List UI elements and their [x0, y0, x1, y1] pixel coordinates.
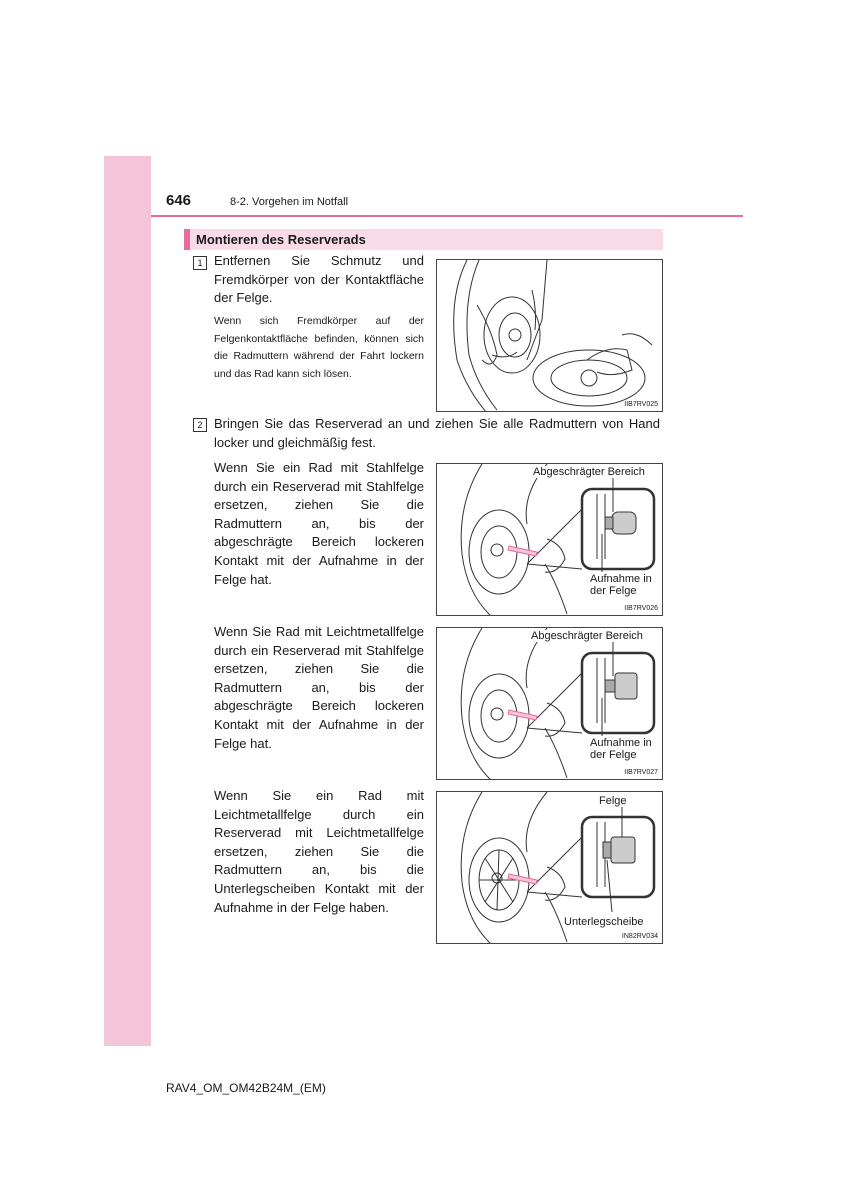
step-1-marker: 1: [193, 256, 207, 270]
section-reference: 8-2. Vorgehen im Notfall: [230, 196, 349, 208]
case-alloy-to-alloy-text: Wenn Sie ein Rad mit Leichtmetallfelge durch ein Reserverad mit Leichtmetallfelge ersetzen, ziehen Sie die Radmuttern an, bis die Unterlegscheiben Kontakt mit der Aufnahme in der Felge haben.: [214, 788, 424, 915]
header-rule: [151, 215, 743, 217]
footer-doc-code: RAV4_OM_OM42B24M_(EM): [166, 1081, 326, 1095]
case-alloy-to-steel-text: Wenn Sie Rad mit Leichtmetallfelge durch ein Reserverad mit Stahlfelge ersetzen, ziehen Sie die Radmuttern an, bis der abgeschrägte Bereich lockeren Kontakt mit der Aufnahme in der Felge hat.: [214, 624, 424, 751]
figure-steel-to-steel: [436, 463, 663, 616]
clean-hub-illustration: [437, 260, 663, 412]
case-steel-to-steel-text: Wenn Sie ein Rad mit Stahlfelge durch ein Reserverad mit Stahlfelge ersetzen, ziehen Sie die Radmuttern an, bis der abgeschrägte Bereich lockeren Kontakt mit der Aufnahme in der Felge hat.: [214, 460, 424, 587]
label-rim-seat: Aufnahme in der Felge: [590, 737, 660, 761]
step-1-text: Entfernen Sie Schmutz und Fremdkörper von der Kontaktfläche der Felge.: [214, 253, 424, 306]
figure-alloy-to-alloy: [436, 791, 663, 944]
figure-alloy-to-steel: [436, 627, 663, 780]
page-number: 646: [166, 192, 192, 209]
section-title: Montieren des Reserverads: [196, 232, 366, 247]
figure-code: IIB7RV027: [624, 769, 658, 776]
step-1-note: Wenn sich Fremdkörper auf der Felgenkontaktfläche befinden, können sich die Radmuttern während der Fahrt lockern und das Rad kann sich lösen.: [214, 315, 424, 380]
step-2-text: Bringen Sie das Reserverad an und ziehen Sie alle Radmuttern von Hand locker und gleichmäßig fest.: [214, 416, 660, 450]
label-rim: Felge: [599, 795, 627, 807]
side-color-band: [104, 156, 151, 1046]
step-2-marker: 2: [193, 418, 207, 432]
figure-code: IIB7RV026: [624, 605, 658, 612]
label-chamfered-area: Abgeschrägter Bereich: [531, 630, 643, 642]
label-washer: Unterlegscheibe: [564, 916, 644, 928]
figure-clean-hub: [436, 259, 663, 412]
label-chamfered-area: Abgeschrägter Bereich: [533, 466, 645, 478]
figure-code: IN82RV034: [621, 933, 658, 940]
label-rim-seat: Aufnahme in der Felge: [590, 573, 660, 597]
figure-code: IIB7RV025: [624, 401, 658, 408]
